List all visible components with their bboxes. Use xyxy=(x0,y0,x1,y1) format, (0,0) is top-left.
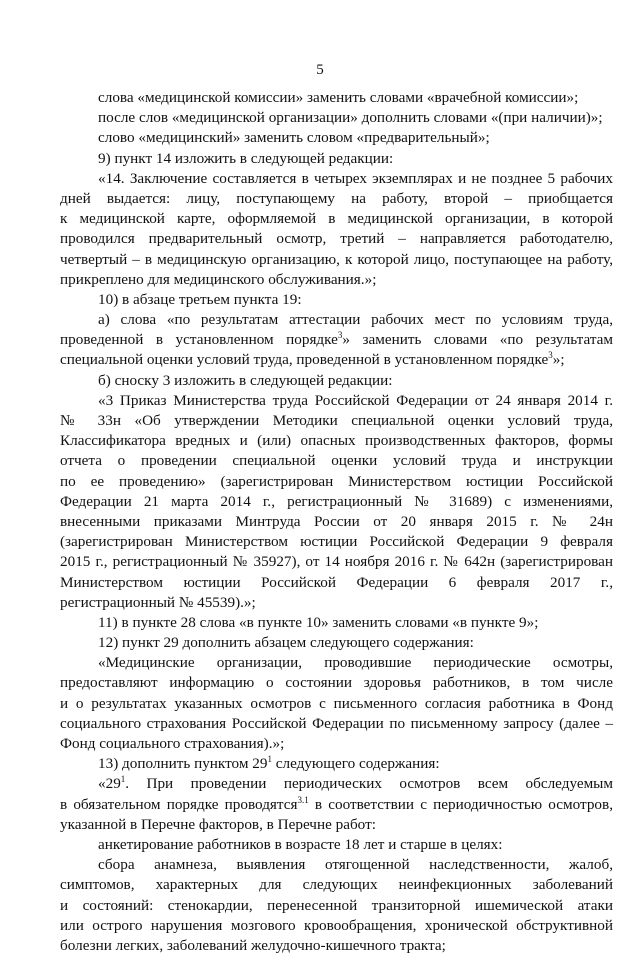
line-text: »; xyxy=(552,351,565,369)
text-line xyxy=(60,512,613,532)
text-line xyxy=(60,916,613,936)
line-text: дней выдается: лицу, поступающему на работу, второй – приобщается xyxy=(60,189,613,207)
text-line xyxy=(60,936,613,956)
footnote-ref: 1 xyxy=(267,754,272,765)
text-line xyxy=(60,350,613,370)
line-text: 12) пункт 29 дополнить абзацем следующего содержания: xyxy=(98,634,474,652)
footnote-ref: 1 xyxy=(120,774,126,785)
text-line xyxy=(60,532,613,552)
text-line xyxy=(60,875,613,895)
line-text: «29 xyxy=(98,775,121,793)
line-text: 2015 г., регистрационный № 35927), от 14 ноября 2016 г. № 642н (зарегистрирован xyxy=(60,553,613,571)
text-line xyxy=(60,310,613,330)
line-text: 10) в абзаце третьем пункта 19: xyxy=(98,290,302,308)
line-text: б) сноску 3 изложить в следующей редакции: xyxy=(98,371,393,389)
text-line xyxy=(60,835,613,855)
text-line xyxy=(60,431,613,451)
text-line xyxy=(60,573,613,593)
text-line xyxy=(60,714,613,734)
line-text: проводился предварительный осмотр, третий – направляется работодателю, xyxy=(60,230,613,248)
line-text: или острого нарушения мозгового кровообращения, хронической обструктивной xyxy=(60,916,613,934)
line-text: Классификатора вредных и (или) опасных производственных факторов, формы xyxy=(60,432,613,450)
line-text: № 33н «Об утверждении Методики специальной оценки условий труда, xyxy=(60,412,613,429)
line-text: регистрационный № 45539).»; xyxy=(60,593,256,611)
line-text: специальной оценки условий труда, проведенной в установленном порядке xyxy=(60,351,549,369)
text-line xyxy=(60,673,613,693)
line-text: отчета о проведении специальной оценки условий труда и инструкции xyxy=(60,452,613,470)
footnote-ref: 3 xyxy=(548,350,553,361)
line-text: Федерации 21 марта 2014 г., регистрационный № 31689) с изменениями, xyxy=(60,492,613,510)
text-line xyxy=(60,189,613,209)
line-text: «Медицинские организации, проводившие периодические осмотры, xyxy=(98,654,613,672)
line-text: а) слова «по результатам аттестации рабочих мест по условиям труда, xyxy=(98,311,613,329)
page-number: 5 xyxy=(316,62,324,78)
line-text: сбора анамнеза, выявления отягощенной наследственности, жалоб, xyxy=(98,856,613,874)
text-line xyxy=(60,88,613,108)
line-text: «14. Заключение составляется в четырех экземплярах и не позднее 5 рабочих xyxy=(98,169,613,187)
text-line xyxy=(60,734,613,754)
line-text: анкетирование работников в возрасте 18 лет и старше в целях: xyxy=(98,835,503,853)
text-line xyxy=(60,613,613,633)
line-text: внесенными приказами Минтруда России от 20 января 2015 г. № 24н xyxy=(60,512,613,530)
line-text: следующего содержания: xyxy=(271,755,440,773)
line-text: » заменить словами «по результатам xyxy=(342,331,613,349)
line-text: 13) дополнить пунктом 29 xyxy=(98,755,268,773)
text-line xyxy=(60,330,613,350)
text-line xyxy=(60,290,613,310)
text-line xyxy=(60,229,613,249)
line-text: слова «медицинской комиссии» заменить словами «врачебной комиссии»; xyxy=(98,89,579,106)
text-line xyxy=(60,795,613,815)
text-line xyxy=(60,633,613,653)
line-text: к медицинской карте, оформляемой в медицинской организации, в которой xyxy=(60,210,613,228)
text-line xyxy=(60,149,613,169)
line-text: (зарегистрирован Министерством юстиции Российской Федерации 9 февраля xyxy=(60,533,613,551)
text-line xyxy=(60,855,613,875)
line-text: в обязательном порядке проводятся xyxy=(60,795,298,813)
line-text: социального страхования Российской Федерации по письменному запросу (далее – xyxy=(60,714,613,732)
text-line xyxy=(60,754,613,774)
text-line xyxy=(60,209,613,229)
text-line xyxy=(60,774,613,794)
text-line xyxy=(60,391,613,411)
text-line xyxy=(60,653,613,673)
line-text: . При проведении периодических осмотров всем обследуемым xyxy=(125,775,613,793)
text-line xyxy=(60,411,613,431)
line-text: симптомов, характерных для следующих неинфекционных заболеваний xyxy=(60,876,613,894)
text-line xyxy=(60,108,613,128)
line-text: прикреплено для медицинского обслуживания.»; xyxy=(60,270,377,288)
line-text: Фонд социального страхования).»; xyxy=(60,735,285,752)
text-line xyxy=(60,694,613,714)
text-line xyxy=(60,492,613,512)
text-line xyxy=(60,451,613,471)
text-line xyxy=(60,472,613,492)
text-line xyxy=(60,593,613,613)
line-text: болезни легких, заболеваний желудочно-кишечного тракта; xyxy=(60,936,446,954)
text-line xyxy=(60,169,613,189)
line-text: Министерством юстиции Российской Федерации 6 февраля 2017 г., xyxy=(60,573,613,591)
line-text: четвертый – в медицинскую организацию, к которой лицо, поступающее на работу, xyxy=(60,250,613,268)
line-text: проведенной в установленном порядке xyxy=(60,331,338,349)
line-text: и состояний: стенокардии, перенесенной транзиторной ишемической атаки xyxy=(60,896,613,914)
line-text: «3 Приказ Министерства труда Российской Федерации от 24 января 2014 г. xyxy=(98,391,613,409)
text-line xyxy=(60,896,613,916)
line-text: указанной в Перечне факторов, в Перечне работ: xyxy=(60,815,376,833)
footnote-ref: 3.1 xyxy=(297,794,309,805)
text-line xyxy=(60,128,613,148)
text-line xyxy=(60,371,613,391)
text-line xyxy=(60,815,613,835)
footnote-ref: 3 xyxy=(337,330,343,341)
text-line xyxy=(60,552,613,572)
text-line xyxy=(60,250,613,270)
line-text: в соответствии с периодичностью осмотров, xyxy=(308,795,613,813)
line-text: слово «медицинский» заменить словом «предварительный»; xyxy=(98,129,490,147)
line-text: после слов «медицинской организации» дополнить словами «(при наличии)»; xyxy=(98,109,603,127)
line-text: 9) пункт 14 изложить в следующей редакции: xyxy=(98,149,394,167)
text-line xyxy=(60,270,613,290)
line-text: по ее проведению» (зарегистрирован Министерством юстиции Российской xyxy=(60,472,613,490)
document-body xyxy=(60,88,613,956)
line-text: 11) в пункте 28 слова «в пункте 10» заменить словами «в пункте 9»; xyxy=(98,613,539,631)
line-text: и о результатах указанных осмотров с письменного согласия работника в Фонд xyxy=(60,694,613,712)
line-text: предоставляют информацию о состоянии здоровья работников, в том числе xyxy=(60,674,613,692)
